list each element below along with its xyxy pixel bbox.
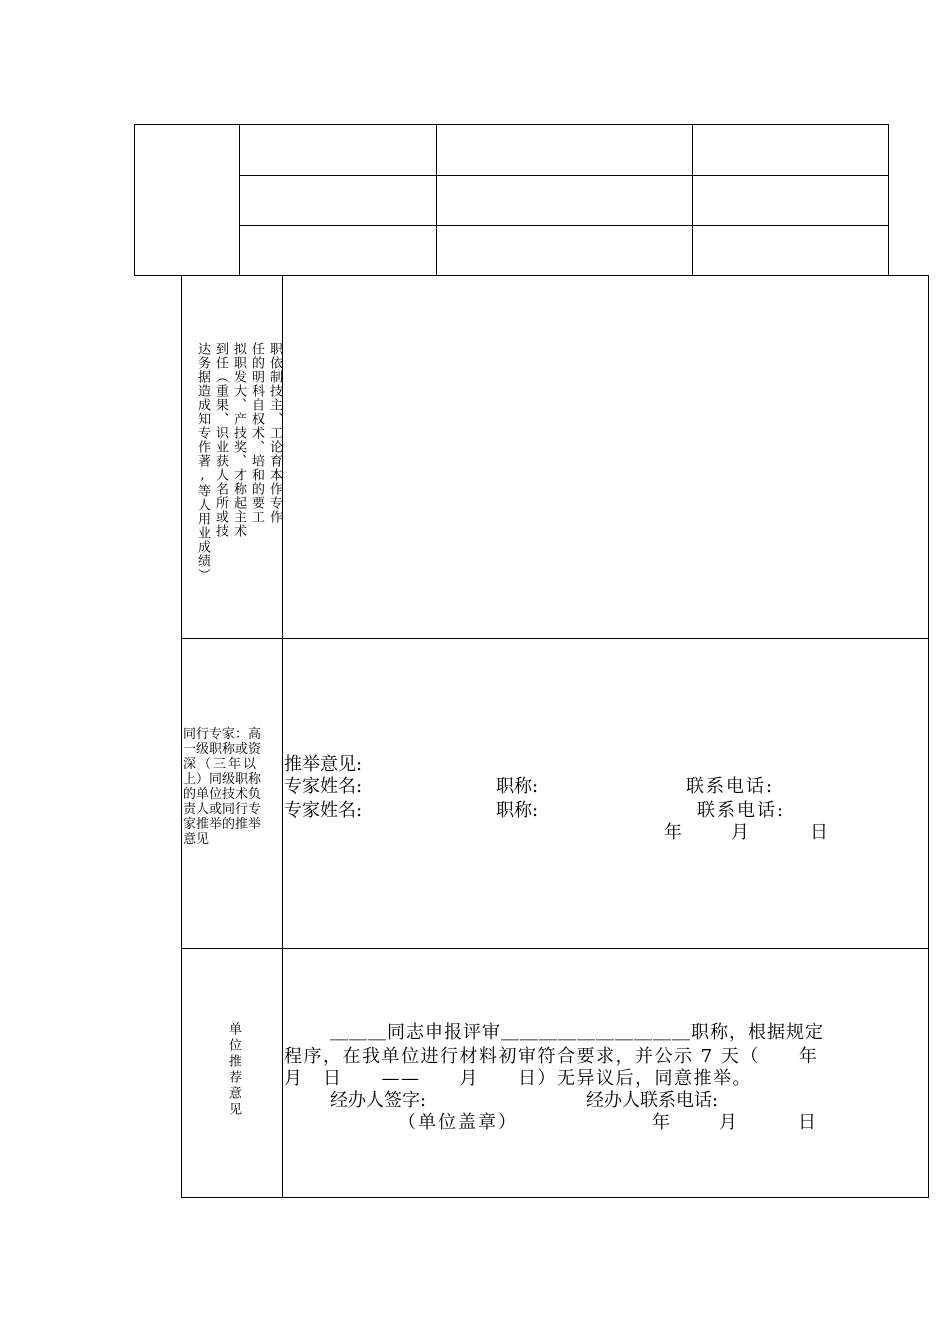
achievements-label-col: 职依制技主、工论育本作专作	[267, 342, 282, 524]
expert1-title-field: 职称:	[496, 776, 539, 797]
handler-sign-field: 经办人签字:	[330, 1090, 427, 1111]
peer-date-day: 日	[810, 822, 828, 843]
unit-seal: （单位盖章）	[398, 1112, 518, 1133]
peer-label-line: 家推举的推举	[183, 817, 262, 832]
unit-opinion-line: 程序，在我单位进行材料初审符合要求，并公示 7 天（ 年	[284, 1046, 819, 1067]
table-border	[928, 275, 929, 1198]
unit-date-year: 年	[652, 1112, 670, 1133]
achievements-label-col: 达务据造成知专作著,等人用业成绩）	[195, 342, 210, 582]
achievements-label-col: 到任（重果、识业获人名所或技	[213, 342, 228, 538]
expert1-phone-field: 联系电话:	[686, 776, 775, 797]
table-border	[239, 175, 889, 176]
peer-date-year: 年	[664, 822, 682, 843]
peer-label-line: 一级职称或资	[183, 742, 262, 757]
table-border	[692, 124, 693, 276]
table-border	[134, 124, 889, 125]
unit-recommend-label: 单位推荐意见	[226, 1022, 241, 1118]
handler-phone-field: 经办人联系电话:	[586, 1090, 719, 1111]
unit-date-day: 日	[798, 1112, 816, 1133]
achievements-label-col: 任的明科自权术、培和的要工	[249, 342, 264, 524]
expert2-phone-field: 联系电话:	[697, 800, 786, 821]
peer-recommend-label	[183, 727, 281, 847]
expert2-name-field: 专家姓名:	[284, 800, 363, 821]
table-border	[181, 1197, 929, 1198]
table-border	[134, 124, 135, 276]
peer-date-month: 月	[731, 822, 749, 843]
table-border	[436, 124, 437, 276]
unit-date-month: 月	[719, 1112, 737, 1133]
table-border	[282, 275, 283, 1198]
peer-label-line: 意见	[183, 832, 210, 847]
table-border	[239, 124, 240, 276]
unit-opinion-line: ＿＿＿同志申报评审＿＿＿＿＿＿＿＿＿＿职称，根据规定	[330, 1022, 824, 1043]
peer-label-line: 责人或同行专	[183, 802, 262, 817]
table-border	[134, 275, 929, 276]
peer-label-line: 深（三年以	[183, 757, 259, 772]
unit-opinion-line: 月 日 —— 月 日）无异议后，同意推举。	[284, 1068, 752, 1089]
table-border	[239, 225, 889, 226]
peer-label-line: 同行专家：高	[183, 727, 262, 742]
table-border	[181, 638, 929, 639]
peer-label-line: 上）同级职称	[183, 772, 262, 787]
peer-opinion-title: 推举意见:	[284, 754, 363, 775]
expert2-title-field: 职称:	[496, 800, 539, 821]
expert1-name-field: 专家姓名:	[284, 776, 363, 797]
table-border	[181, 948, 929, 949]
peer-label-line: 的单位技术负	[183, 787, 262, 802]
table-border	[888, 124, 889, 276]
achievements-label-col: 拟职发大、产技奖、才称起主术	[231, 342, 246, 538]
achievements-label	[182, 342, 282, 582]
